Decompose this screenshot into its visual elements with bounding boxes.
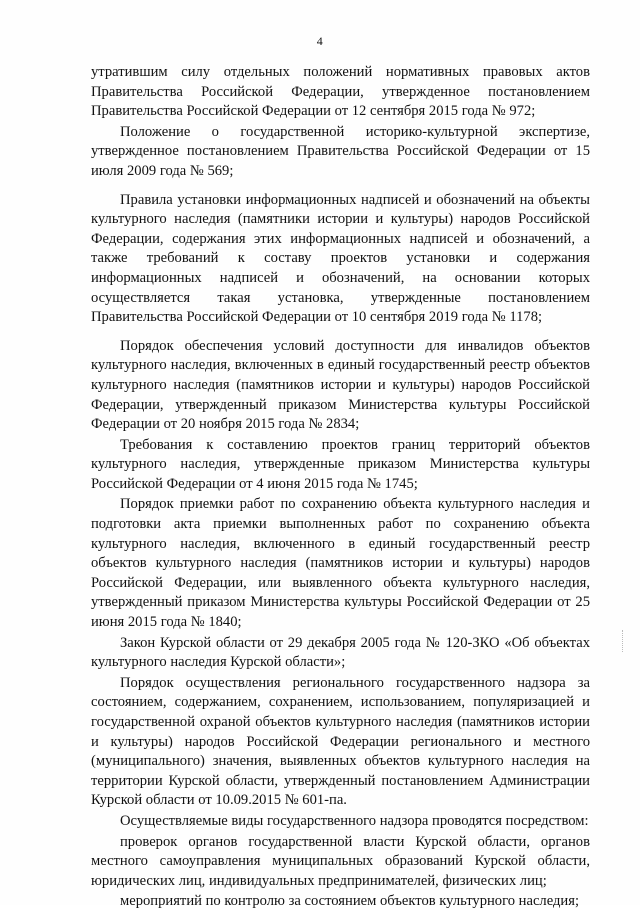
scan-artifact [622, 630, 626, 652]
paragraph-kursk-law: Закон Курской области от 29 декабря 2005 года № 120-ЗКО «Об объектах культурного наследия Курской области»; [91, 634, 590, 671]
document-body [91, 63, 590, 912]
paragraph-inspections: проверок органов государственной власти Курской области, органов местного самоуправления муниципальных образований Курской области, юридических лиц, индивидуальных предпринимателей, физических лиц; [91, 833, 590, 889]
paragraph-accessibility-procedure: Порядок обеспечения условий доступности для инвалидов объектов культурного наследия, включенных в единый государственный реестр объектов культурного наследия (памятников истории и культуры) народов Российской Федерации, утвержденный приказом Министерства культуры Российской Федерации от 20 ноября 2015 года № 2834; [91, 337, 590, 433]
paragraph-expertise-regulation: Положение о государственной историко-культурной экспертизе, утвержденное постановлением Правительства Российской Федерации от 15 июля 2009 года № 569; [91, 123, 590, 179]
paragraph-control-measures: мероприятий по контролю за состоянием объектов культурного наследия; [120, 893, 579, 910]
paragraph-works-acceptance-procedure: Порядок приемки работ по сохранению объекта культурного наследия и подготовки акта приемки выполненных работ по сохранению объекта культурного наследия, включенного в единый государственный реестр объектов культурного наследия (памятников истории и культуры) народов Российской Федерации, или выявленного объекта культурного наследия, утвержденный приказом Министерства культуры Российской Федерации от 25 июня 2015 года № 1840; [91, 496, 590, 631]
paragraph-boundary-requirements: Требования к составлению проектов границ территорий объектов культурного наследия, утвержденные приказом Министерства культуры Российской Федерации от 4 июня 2015 года № 1745; [91, 436, 590, 492]
page-number: 4 [316, 34, 324, 48]
paragraph-repealed-acts: утратившим силу отдельных положений нормативных правовых актов Правительства Российской Федерации, утвержденное постановлением Правительства Российской Федерации от 12 сентября 2015 года № 972; [91, 64, 590, 120]
paragraph-supervision-types: Осуществляемые виды государственного надзора проводятся посредством: [120, 812, 589, 829]
paragraph-information-signs-rules: Правила установки информационных надписей и обозначений на объекты культурного наследия (памятники истории и культуры) народов Российской Федерации, содержания этих информационных надписей и обозначений, а также требований к составу проектов установки и содержания информационных надписей и обозначений, на основании которых осуществляется такая установка, утвержденные постановлением Правительства Российской Федерации от 10 сентября 2019 года № 1178; [91, 191, 590, 326]
paragraph-supervision-procedure: Порядок осуществления регионального государственного надзора за состоянием, содержанием, сохранением, использованием, популяризацией и государственной охраной объектов культурного наследия (памятников истории и культуры) народов Российской Федерации регионального и местного (муниципального) значения, выявленных объектов культурного наследия на территории Курской области, утвержденный постановлением Администрации Курской области от 10.09.2015 № 601-па. [91, 674, 590, 809]
